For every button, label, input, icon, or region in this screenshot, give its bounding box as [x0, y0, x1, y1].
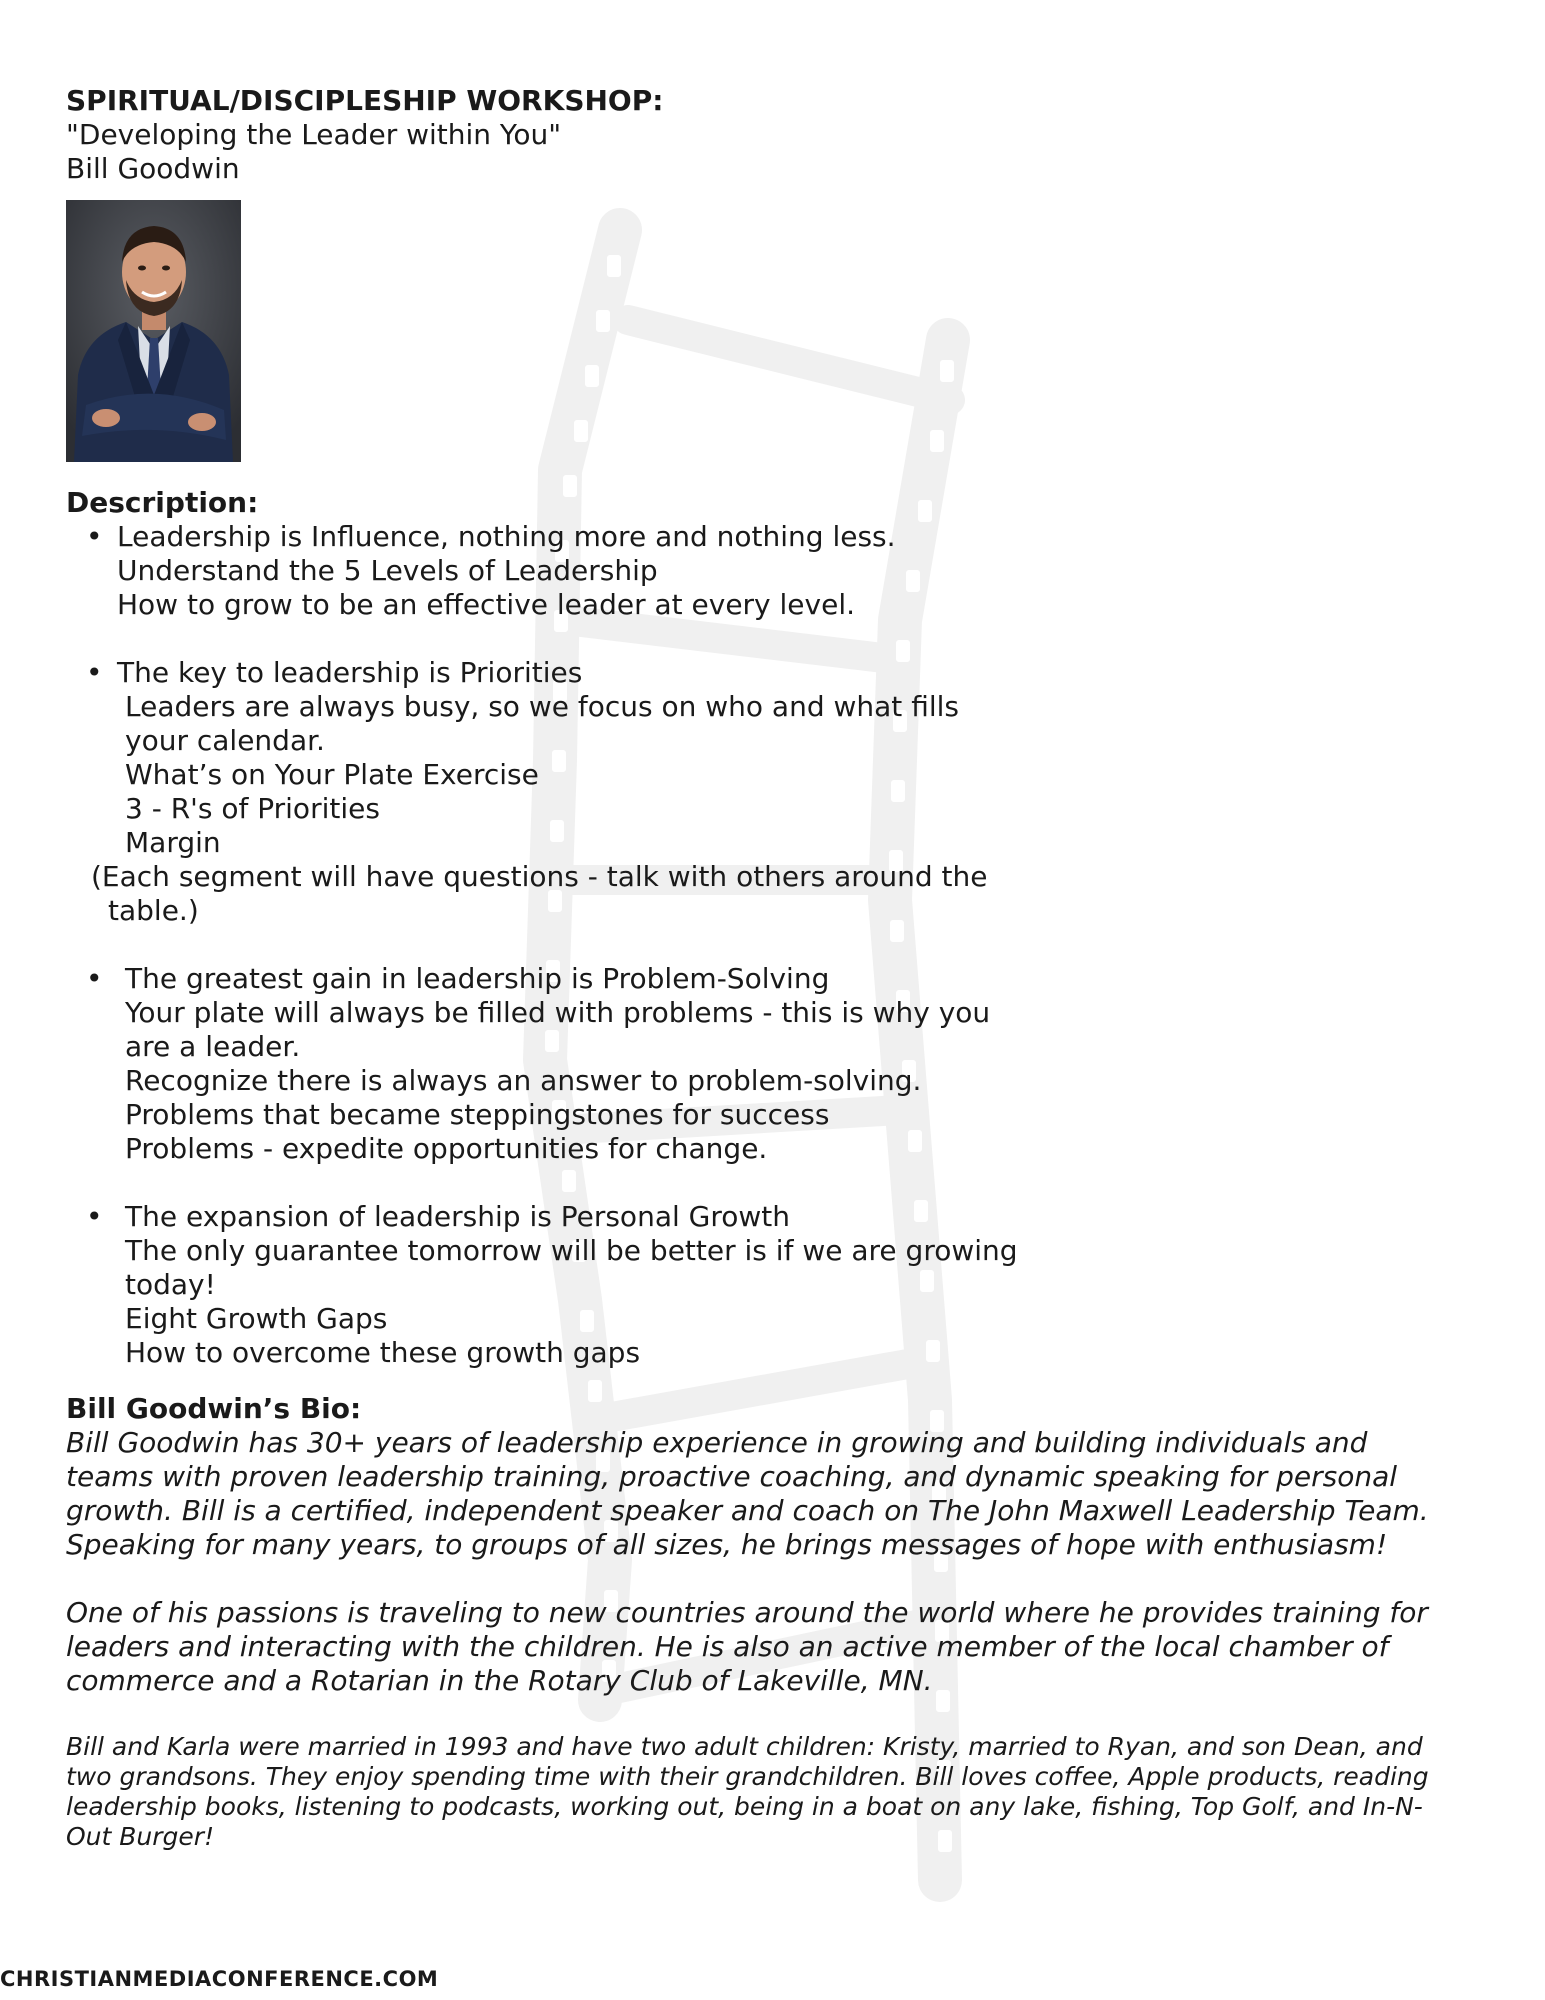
bullet-line: 3 - R's of Priorities: [125, 792, 380, 825]
bullet-line: The greatest gain in leadership is Problem-Solving: [125, 962, 830, 995]
bullet-line: The expansion of leadership is Personal Growth: [125, 1200, 790, 1233]
bullet-line: How to overcome these growth gaps: [125, 1336, 641, 1369]
bio-paragraph: One of his passions is traveling to new countries around the world where he provides training for leaders and interacting with the children. He is also an active member of the local chamber of commerce and a Rotarian in the Rotary Club of Lakeville, MN.: [66, 1596, 1428, 1697]
speaker-name: Bill Goodwin: [66, 152, 240, 185]
workshop-title: SPIRITUAL/DISCIPLESHIP WORKSHOP:: [66, 84, 664, 117]
workshop-subtitle: "Developing the Leader within You": [66, 118, 562, 151]
list-item: [66, 656, 1446, 928]
segment-note: table.): [108, 894, 199, 927]
workshop-header: [66, 84, 1446, 186]
bullet-line: Eight Growth Gaps: [125, 1302, 388, 1335]
bio-paragraph: Bill and Karla were married in 1993 and have two adult children: Kristy, married to Ryan, and son Dean, and two grandsons. They enjoy spending time with their grandchildren. Bill loves coffee, Apple products, reading leadership books, listening to podcasts, working out, being in a boat on any lake, fishing, Top Golf, and In-N-Out Burger!: [66, 1732, 1429, 1851]
bio-section: [66, 1392, 1446, 1852]
bullet-line: Problems - expedite opportunities for change.: [125, 1132, 768, 1165]
bullet-line: How to grow to be an effective leader at every level.: [117, 588, 856, 621]
bullet-icon: •: [86, 656, 103, 689]
description-heading: Description:: [66, 486, 259, 519]
speaker-photo: [66, 200, 241, 462]
bullet-line: Understand the 5 Levels of Leadership: [117, 554, 658, 587]
bullet-icon: •: [86, 520, 103, 553]
bullet-line: Recognize there is always an answer to problem-solving.: [125, 1064, 922, 1097]
bullet-line: Your plate will always be filled with problems - this is why you: [125, 996, 991, 1029]
bullet-line: Problems that became steppingstones for success: [125, 1098, 830, 1131]
footer-website: CHRISTIANMEDIACONFERENCE.COM: [0, 1967, 439, 1991]
bullet-line: What’s on Your Plate Exercise: [125, 758, 539, 791]
bio-paragraph: Bill Goodwin has 30+ years of leadership experience in growing and building individuals and teams with proven leadership training, proactive coaching, and dynamic speaking for personal growth. Bill is a certified, independent speaker and coach on The John Maxwell Leadership Team. Speaking for many years, to groups of all sizes, he brings messages of hope with enthusiasm!: [66, 1426, 1429, 1561]
bullet-icon: •: [86, 962, 103, 995]
bullet-line: today!: [125, 1268, 216, 1301]
bio-heading: Bill Goodwin’s Bio:: [66, 1392, 362, 1425]
list-item: [66, 962, 1446, 1166]
list-item: [66, 520, 1446, 622]
bullet-line: Leaders are always busy, so we focus on who and what fills: [125, 690, 959, 723]
list-item: [66, 1200, 1446, 1370]
segment-note: (Each segment will have questions - talk with others around the: [91, 860, 988, 893]
description-list: [66, 520, 1446, 1370]
bullet-line: your calendar.: [125, 724, 325, 757]
bullet-icon: •: [86, 1200, 103, 1233]
bullet-line: The only guarantee tomorrow will be better is if we are growing: [125, 1234, 1018, 1267]
bullet-line: are a leader.: [125, 1030, 301, 1063]
bullet-line: Leadership is Influence, nothing more and nothing less.: [117, 520, 896, 553]
bullet-line: Margin: [125, 826, 221, 859]
bullet-line: The key to leadership is Priorities: [117, 656, 583, 689]
page-content: [66, 84, 1446, 1886]
